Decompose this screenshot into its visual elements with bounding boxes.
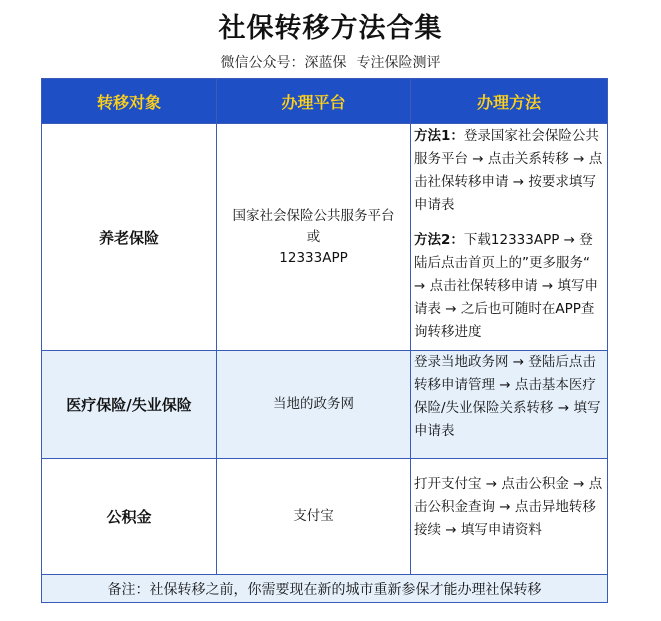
page-subtitle <box>0 52 661 72</box>
cell-method: 登录当地政务网 → 登陆后点击转移申请管理 → 点击基本医疗保险/失业保险关系转移 → 填写申请表 <box>411 351 608 459</box>
cell-object: 公积金 <box>42 459 217 575</box>
subtitle-source: 微信公众号：深蓝保 <box>220 55 347 71</box>
platform-line: 或 <box>306 228 321 245</box>
table-row-medical <box>42 351 608 459</box>
method-1 <box>414 125 605 217</box>
method-1-label: 方法1： <box>414 128 464 144</box>
table-note: 备注：社保转移之前，你需要现在新的城市重新参保才能办理社保转移 <box>42 575 608 603</box>
header-method: 办理方法 <box>411 79 608 124</box>
page-title: 社保转移方法合集 <box>218 13 443 44</box>
table-row-pension <box>42 124 608 351</box>
cell-method <box>411 124 608 351</box>
method-2 <box>414 229 605 344</box>
cell-object: 养老保险 <box>42 124 217 351</box>
platform-line: 国家社会保险公共服务平台 <box>232 207 395 224</box>
cell-object: 医疗保险/失业保险 <box>42 351 217 459</box>
method-2-label: 方法2： <box>414 232 464 248</box>
table-header-row <box>42 79 608 124</box>
header-platform: 办理平台 <box>217 79 411 124</box>
cell-platform: 支付宝 <box>217 459 411 575</box>
platform-line: 12333APP <box>279 249 348 266</box>
transfer-methods-table <box>41 78 608 603</box>
method-1-text: 登录国家社会保险公共服务平台 → 点击关系转移 → 点击社保转移申请 → 按要求填写申请表 <box>414 128 603 213</box>
table-row-housing-fund <box>42 459 608 575</box>
cell-platform <box>217 124 411 351</box>
cell-platform: 当地的政务网 <box>217 351 411 459</box>
subtitle-slogan: 专注保险测评 <box>356 55 441 71</box>
method-2-text: 下载12333APP → 登陆后点击首页上的”更多服务“ → 点击社保转移申请 → 填写申请表 → 之后也可随时在APP查询转移进度 <box>414 232 598 340</box>
table-note-row <box>42 575 608 603</box>
header-object: 转移对象 <box>42 79 217 124</box>
cell-method: 打开支付宝 → 点击公积金 → 点击公积金查询 → 点击异地转移接续 → 填写申请资料 <box>411 459 608 575</box>
